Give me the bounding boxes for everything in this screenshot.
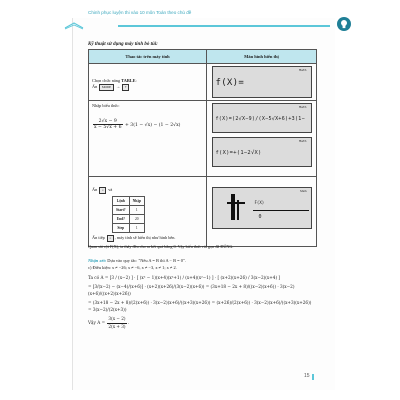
table-view-bars [213, 188, 311, 228]
equation-line: = [3/(x−2) − (x−4)/(x+6)] · (x+2)(x+26)/(3(x−2)(x+6)) = (3x+18 − 2x + 8)/((x−2)(x+6)) · 3(x−2)(x+6)/((x+2)(x+26)) [88, 284, 295, 296]
param-name: Start? [113, 205, 130, 214]
table-header-actions: Thao tác trên máy tính [89, 50, 207, 64]
step-text-suffix: : [135, 78, 137, 83]
screen-cell [207, 177, 317, 247]
header-title: Chinh phục luyện thi vào 10 môn Toán theo chủ đề [88, 10, 192, 15]
header-rule [118, 25, 330, 27]
condition-line: c) Điều kiện: x ≠ −26; x ≠ −6, x ≠ −3, x ≠ 1; x ≠ 2. [88, 264, 177, 270]
screen-expression: f(X)= [215, 78, 245, 88]
page-number-accent [312, 374, 314, 380]
screen-expression: f(X)=(2√X−9)/(X−5√X+6)+3(1− [215, 116, 305, 122]
lightbulb-icon [336, 16, 352, 32]
equation-line: = (3x+18 − 2x + 8)/(2(x+6)) · 3(x−2)(x+6)/((x+3)(x+26)) = (x+26)/(2(x+6)) · 3(x−2)(x+6)/((x+3)(x+26)) = 3(x−2)/(2(x+3)) [88, 300, 312, 312]
remark-text: Dựa vào quy tắc: "Nếu A = B thì A − B = 0". [106, 258, 186, 263]
equation-line: Ta có A = [3 / (x−2) ] · [ (x² − 1)(x+4)(x²+1) / (x+4)(x²−1) ] · [ (x+2)(x+26) / 3(x−2)(x+4) ] [88, 274, 281, 280]
step-cell [89, 177, 207, 247]
equals-key: = [107, 235, 114, 242]
param-header: Lệnh [113, 196, 130, 205]
conclusion-numerator: 3(x − 2) [107, 316, 126, 324]
arrow-icon: → [115, 84, 121, 90]
step-text-tail: , máy tính sẽ hiển thị như hình bên. [114, 234, 176, 240]
calculator-table [88, 49, 317, 247]
step-text: Nhập biểu thức: [92, 103, 120, 108]
screen-mode-tag: Math [299, 68, 307, 72]
screen-mode-tag: Math [299, 105, 307, 109]
book-icon [64, 20, 84, 30]
page-header [0, 0, 400, 40]
param-value: 20 [129, 214, 144, 223]
seven-key: 7 [122, 84, 129, 91]
param-value: 1 [129, 223, 144, 232]
table-row [89, 64, 317, 101]
param-name: End? [113, 214, 130, 223]
equals-key: = [99, 187, 106, 194]
table-header-screen: Màn hình hiển thị [207, 50, 317, 64]
page-number: 15 [304, 373, 310, 379]
param-name: Step [113, 223, 130, 232]
conclusion-prefix: Vậy A = [88, 320, 107, 326]
table-row [89, 177, 317, 247]
table-row [89, 101, 317, 177]
step-text: Chọn chức năng [92, 78, 122, 83]
remark-label: Nhận xét: [88, 258, 107, 263]
derivation-block [88, 258, 316, 330]
param-header: Nhập [129, 196, 144, 205]
screen-mode-tag: Math [300, 189, 307, 193]
calculator-screen [212, 66, 312, 98]
step-cell [89, 64, 207, 101]
mode-key: MODE [99, 84, 113, 91]
step-text-mid: và [108, 187, 113, 192]
observation-note: Quan sát cột F(X), ta thấy đều cho ra kết quả bằng 0. Vậy biểu thức rút gọn đã ĐÚNG. [88, 244, 234, 249]
screen-mode-tag: Math [299, 139, 307, 143]
table-parameters [112, 196, 145, 233]
step-cell [89, 101, 207, 177]
param-value: 1 [129, 205, 144, 214]
screen-column-label: F(X) [254, 200, 265, 205]
calculator-screen [212, 137, 312, 167]
conclusion-denominator: 2(x + 3) [108, 323, 126, 329]
screen-cell [207, 64, 317, 101]
screen-cell [207, 101, 317, 177]
screen-expression: f(X)=+(1−2√X) [215, 150, 262, 156]
step-text: Ấn [92, 187, 98, 192]
conclusion-suffix: . [127, 320, 129, 326]
step-keyword: TABLE [121, 78, 136, 83]
calculator-table-screen [212, 187, 312, 229]
calculator-screen [212, 103, 312, 133]
step-keys-prefix: Ấn [92, 84, 98, 90]
remark-line [88, 258, 316, 265]
section-title: Kỹ thuật sử dụng máy tính bỏ túi: [88, 42, 158, 47]
input-expression: $\frac{2√x - 9}{x - 5√x + 6}$ + 3(1 − √x) − (1 − 2√x) [94, 119, 181, 131]
conclusion-line [88, 316, 316, 330]
screen-column-value: 0 [258, 214, 262, 220]
step-text: Ấn tiếp [92, 234, 105, 240]
